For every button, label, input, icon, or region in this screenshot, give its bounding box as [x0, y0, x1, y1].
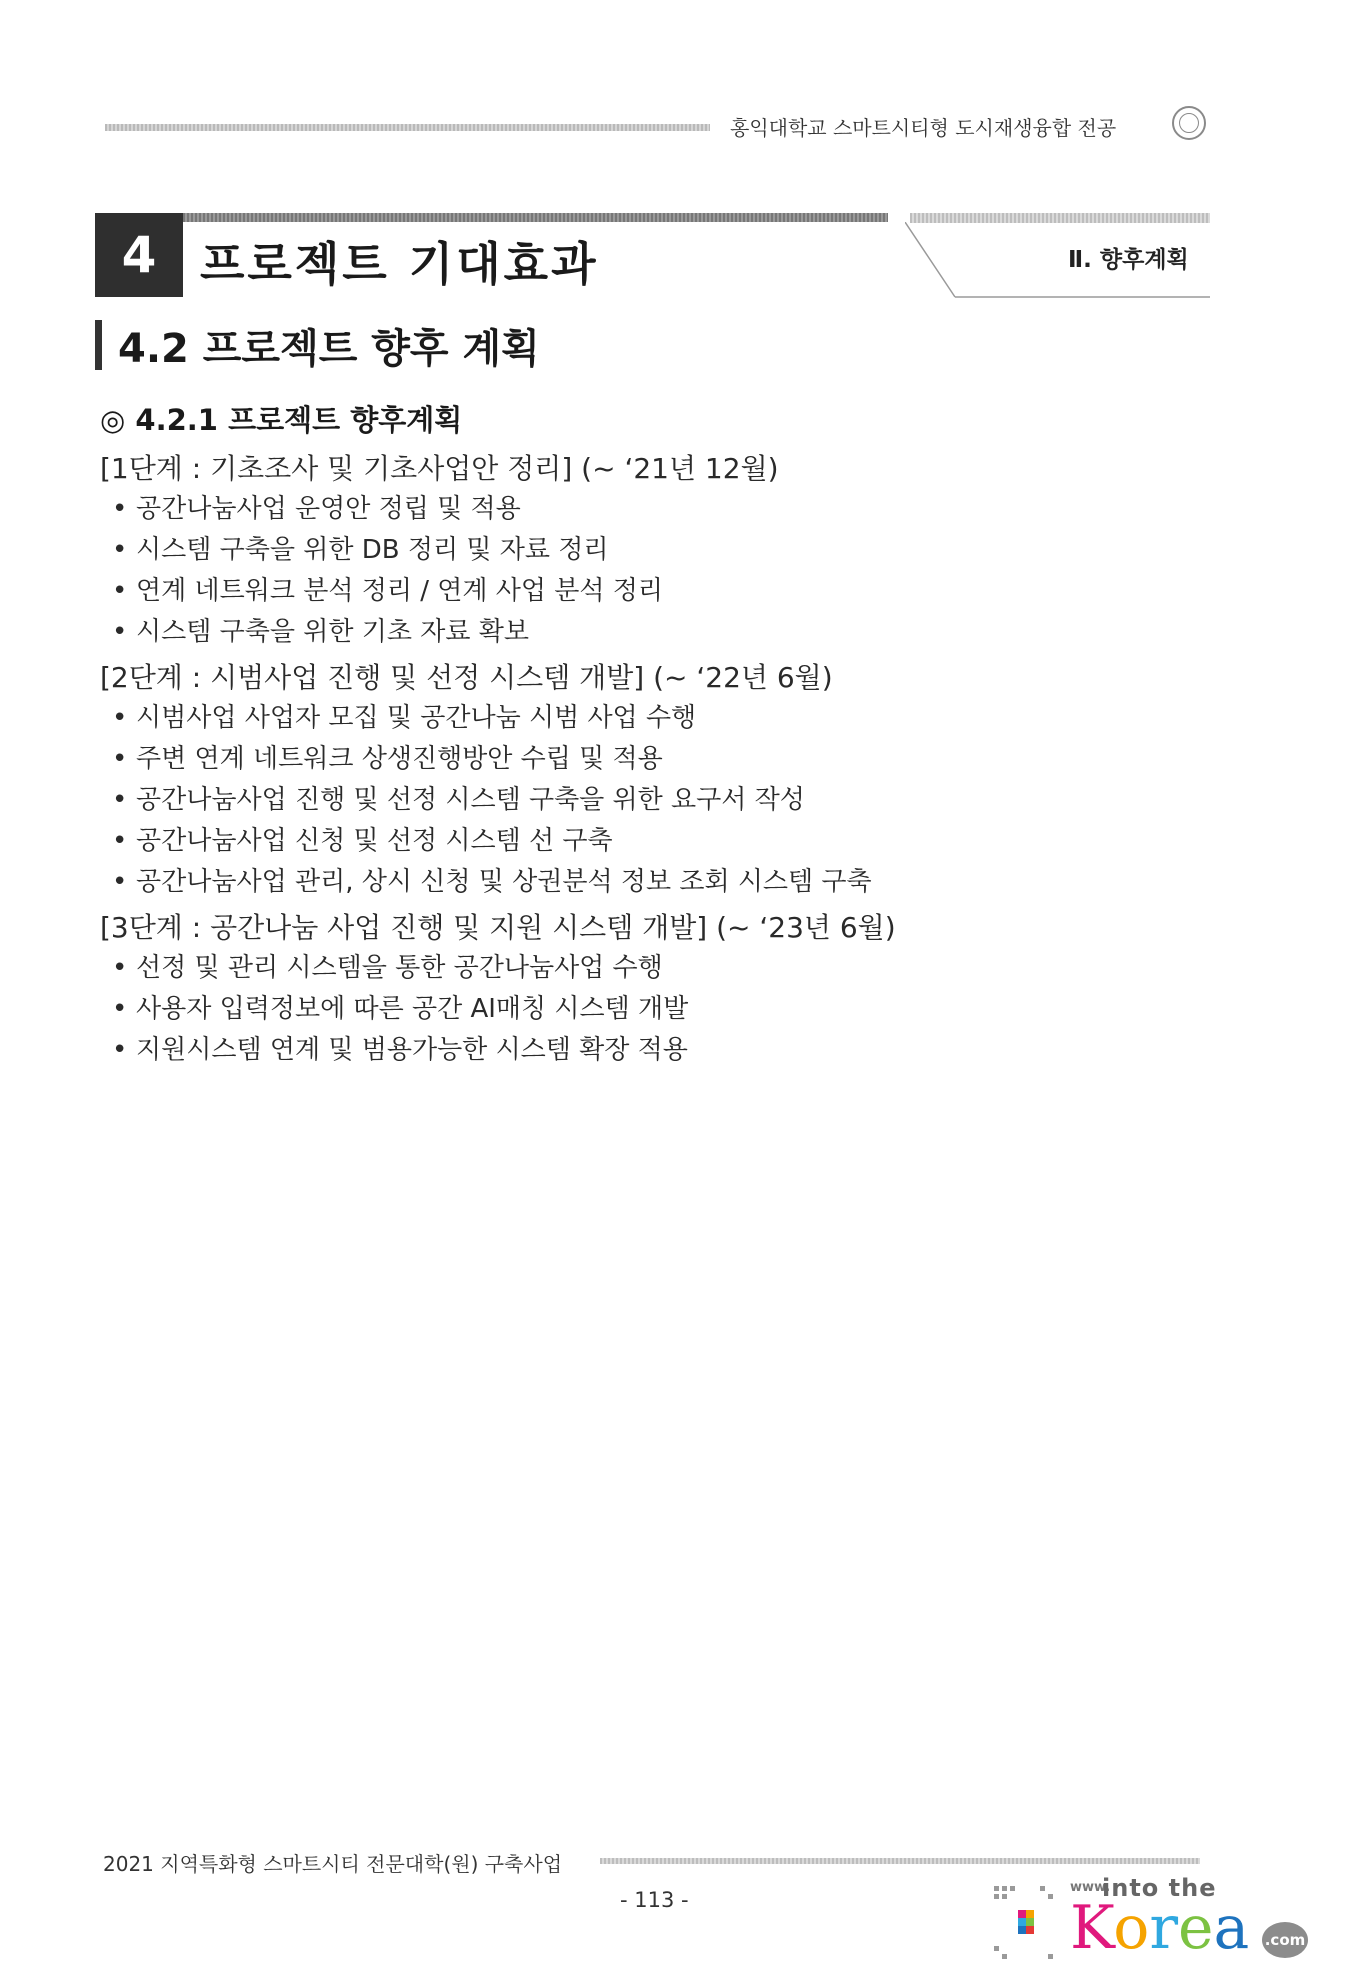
bullet-icon: •: [112, 1035, 128, 1065]
chapter-title: 프로젝트 기대효과: [200, 237, 599, 291]
section-title-marker: [95, 320, 102, 370]
page-number: - 113 -: [620, 1888, 689, 1912]
list-item: • 공간나눔사업 관리, 상시 신청 및 상권분석 정보 조회 시스템 구축: [100, 862, 1200, 903]
list-item: • 선정 및 관리 시스템을 통한 공간나눔사업 수행: [100, 948, 1200, 989]
footer-rule: [600, 1858, 1200, 1864]
list-item: • 공간나눔사업 진행 및 선정 시스템 구축을 위한 요구서 작성: [100, 780, 1200, 821]
list-item: • 지원시스템 연계 및 범용가능한 시스템 확장 적용: [100, 1030, 1200, 1071]
subsection-title: ◎ 4.2.1 프로젝트 향후계획: [100, 403, 463, 437]
list-item: • 시범사업 사업자 모집 및 공간나눔 시범 사업 수행: [100, 698, 1200, 739]
plan-list: [100, 448, 1200, 1075]
bullet-icon: •: [112, 744, 128, 774]
section-label: Ⅱ. 향후계획: [1068, 247, 1189, 273]
header-university-text: 홍익대학교 스마트시티형 도시재생융합 전공: [730, 116, 1117, 140]
list-item: • 주변 연계 네트워크 상생진행방안 수립 및 적용: [100, 739, 1200, 780]
list-item: • 시스템 구축을 위한 DB 정리 및 자료 정리: [100, 530, 1200, 571]
stage-heading: [3단계 : 공간나눔 사업 진행 및 지원 시스템 개발] (~ ‘23년 6월): [100, 911, 896, 944]
university-seal-icon: [1172, 106, 1206, 140]
list-item: • 연계 네트워크 분석 정리 / 연계 사업 분석 정리: [100, 571, 1200, 612]
chapter-rule: [183, 213, 888, 222]
header-rule: [105, 124, 710, 131]
bullet-icon: •: [112, 494, 128, 524]
bullet-icon: •: [112, 785, 128, 815]
bullet-icon: •: [112, 576, 128, 606]
logo-korea-word: Korea: [1070, 1893, 1250, 1963]
bullet-icon: •: [112, 867, 128, 897]
stage-1: [100, 448, 1200, 653]
list-item: • 시스템 구축을 위한 기초 자료 확보: [100, 612, 1200, 653]
footer-project-text: 2021 지역특화형 스마트시티 전문대학(원) 구축사업: [103, 1852, 563, 1876]
section-title: 4.2 프로젝트 향후 계획: [118, 326, 540, 372]
watermark-logo: [990, 1876, 1320, 1970]
list-item: • 사용자 입력정보에 따른 공간 AI매칭 시스템 개발: [100, 989, 1200, 1030]
stage-3: [100, 907, 1200, 1071]
bullet-icon: •: [112, 826, 128, 856]
logo-into-the: into the: [1102, 1874, 1217, 1902]
chapter-number: 4: [95, 213, 183, 297]
logo-dots-icon: [992, 1884, 1062, 1964]
stage-heading: [1단계 : 기초조사 및 기초사업안 정리] (~ ‘21년 12월): [100, 452, 779, 485]
logo-com-badge: .com: [1262, 1922, 1308, 1958]
stage-2: [100, 657, 1200, 903]
bullet-icon: •: [112, 994, 128, 1024]
bullet-icon: •: [112, 703, 128, 733]
list-item: • 공간나눔사업 운영안 정립 및 적용: [100, 489, 1200, 530]
list-item: • 공간나눔사업 신청 및 선정 시스템 선 구축: [100, 821, 1200, 862]
bullet-icon: •: [112, 953, 128, 983]
bullet-icon: •: [112, 535, 128, 565]
bullet-icon: •: [112, 617, 128, 647]
logo-www: www.: [1070, 1880, 1111, 1895]
stage-heading: [2단계 : 시범사업 진행 및 선정 시스템 개발] (~ ‘22년 6월): [100, 661, 833, 694]
